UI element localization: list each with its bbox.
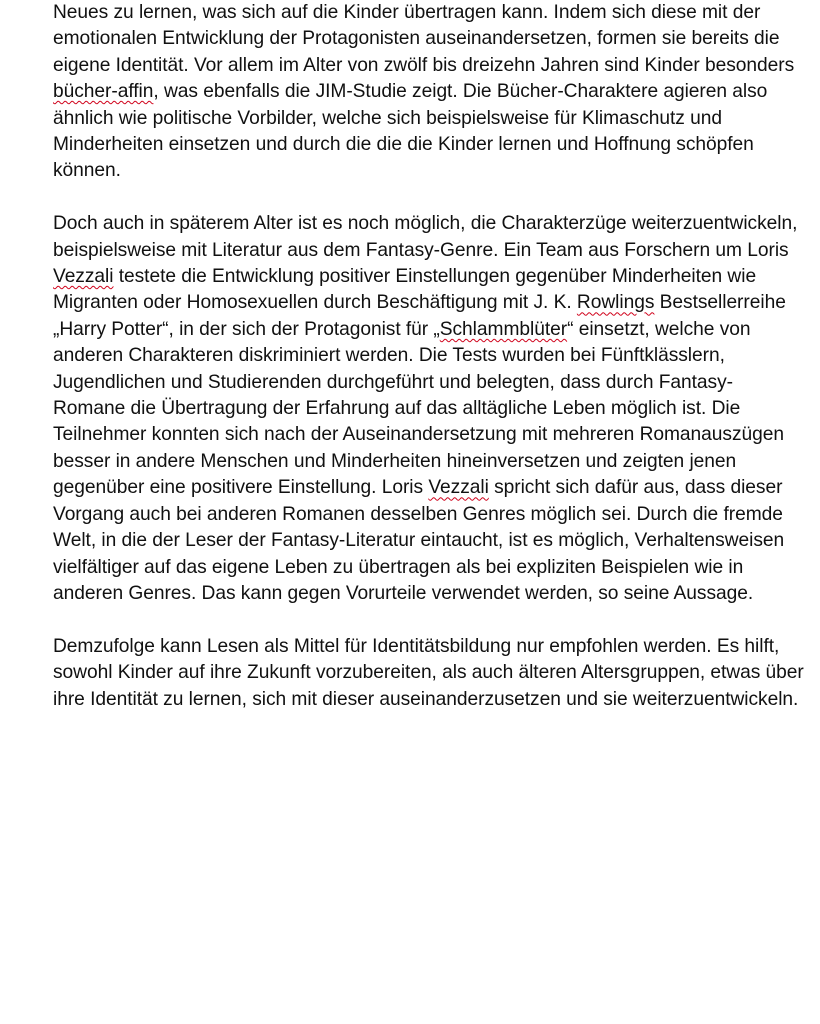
misspelled-word: Rowlings bbox=[576, 292, 655, 314]
paragraph-1 bbox=[53, 0, 805, 185]
text-segment: Neues zu lernen, was sich auf die Kinder übertragen kann. Indem sich diese mit der emotionalen Entwicklung der Protagonisten auseinandersetzen, formen sie bereits die eigene Identität. Vor allem im Alter von zwölf bis dreizehn Jahren sind Kinder besonders bbox=[53, 2, 800, 76]
text-segment: Demzufolge kann Lesen als Mittel für Identitätsbildung nur empfohlen werden. Es hilft, sowohl Kinder auf ihre Zukunft vorzubereiten, als auch älteren Altersgruppen, etwas über ihre Identität zu lernen, sich mit dieser auseinanderzusetzen und sie weiterzuentwickeln. bbox=[53, 635, 810, 710]
document-body bbox=[53, 0, 810, 739]
misspelled-word: Schlammblüter bbox=[439, 318, 568, 340]
text-segment: , was ebenfalls die JIM-Studie zeigt. Die Bücher-Charaktere agieren also ähnlich wie politische Vorbilder, welche sich beispielsweise für Klimaschutz und Minderheiten einsetzen und durch die die die Kinder lernen und Hoffnung schöpfen können. bbox=[53, 81, 773, 182]
text-segment: testete die Entwicklung positiver Einstellungen gegenüber Minderheiten wie Migranten oder Homosexuellen durch Beschäftigung mit J. K. bbox=[53, 266, 762, 314]
text-segment: “ einsetzt, welche von anderen Charakteren diskriminiert werden. Die Tests wurden bei Fünftklässlern, Jugendlichen und Studierenden durchgeführt und belegten, dass durch Fantasy-Romane die Übertragung der Erfahrung auf das alltägliche Leben möglich ist. Die Teilnehmer konnten sich nach der Auseinandersetzung mit mehreren Romanauszügen besser in andere Menschen und Minderheiten hineinversetzen und zeigten jenen gegenüber eine positivere Einstellung. Loris bbox=[53, 318, 790, 499]
text-segment: Doch auch in späterem Alter ist es noch möglich, die Charakterzüge weiterzuentwickeln, beispielsweise mit Literatur aus dem Fantasy-Genre. Ein Team aus Forschern um Loris bbox=[53, 213, 803, 261]
paragraph-3 bbox=[53, 634, 810, 713]
misspelled-word: Vezzali bbox=[53, 266, 114, 288]
misspelled-word: Vezzali bbox=[428, 477, 489, 499]
text-segment: Bestsellerreihe „Harry Potter“, in der sich der Protagonist für „ bbox=[53, 292, 792, 340]
misspelled-word: bücher-affin bbox=[53, 81, 154, 103]
text-segment: spricht sich dafür aus, dass dieser Vorgang auch bei anderen Romanen desselben Genres möglich sei. Durch die fremde Welt, in die der Leser der Fantasy-Literatur eintaucht, ist es möglich, Verhaltensweisen vielfältiger auf das eigene Leben zu übertragen als bei expliziten Beispielen wie in anderen Genres. Das kann gegen Vorurteile verwendet werden, so seine Aussage. bbox=[53, 477, 790, 604]
paragraph-2 bbox=[53, 211, 805, 607]
